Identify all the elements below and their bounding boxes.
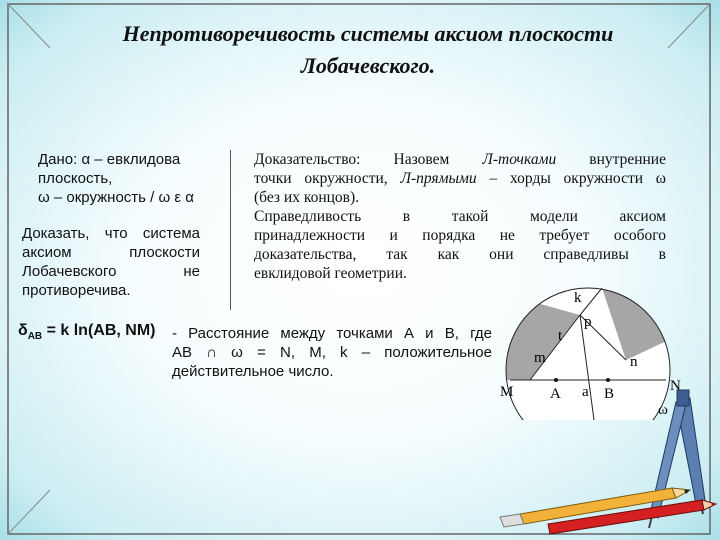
prove-line-1: Доказать, что система (22, 225, 200, 242)
point-A (554, 378, 558, 382)
distance-formula: $\delta_{AB} = k$ ln(AB, NM) (18, 322, 156, 343)
label-omega: ω (658, 402, 668, 418)
proof-line-1: Доказательство: Назовем Л-точками внутренние (254, 151, 666, 168)
given-block (38, 150, 210, 207)
label-t: t (558, 328, 563, 344)
title-line-1: Непротиворечивость системы аксиом плоскости (122, 21, 614, 46)
distance-line-3: действительное число. (172, 363, 334, 380)
prove-block (22, 224, 200, 300)
label-B: B (604, 386, 615, 402)
proof-line-6: доказательства, так как они справедливы в (254, 246, 666, 263)
label-A: A (550, 386, 561, 402)
given-line-1: Дано: α – евклидова (38, 151, 181, 168)
klein-model-figure (490, 270, 690, 420)
proof-line-2: точки окружности, Л-прямыми – хорды окружности ω (254, 170, 667, 187)
proof-line-4: Справедливость в такой модели аксиом (254, 208, 666, 225)
label-p: p (584, 314, 592, 330)
prove-line-2: аксиом плоскости (22, 244, 200, 261)
proof-block (254, 150, 666, 283)
divider-line (230, 150, 231, 310)
slide-title (88, 18, 648, 82)
distance-definition (172, 324, 492, 381)
label-n: n (630, 354, 638, 370)
label-a: a (582, 384, 589, 400)
proof-line-3: (без их концов). (254, 189, 360, 206)
given-line-3: ω – окружность / ω ε α (38, 189, 194, 206)
frame-corner-tr (668, 4, 710, 48)
distance-line-1: - Расстояние между точками А и В, где (172, 325, 492, 342)
label-M: M (500, 384, 514, 400)
title-line-2: Лобачевского. (300, 53, 436, 78)
label-N: N (670, 378, 681, 394)
label-m: m (534, 350, 546, 366)
prove-line-3: Лобачевского не (22, 263, 200, 280)
given-line-2: плоскость, (38, 170, 113, 187)
proof-line-5: принадлежности и порядка не требует особого (254, 227, 666, 244)
proof-line-7: евклидовой геометрии. (254, 265, 407, 282)
prove-line-4: противоречива. (22, 282, 131, 299)
distance-line-2: АВ ∩ ω = N, M, k – положительное (172, 344, 492, 361)
point-B (606, 378, 610, 382)
label-k: k (574, 290, 582, 306)
frame-corner-bl (8, 490, 50, 534)
frame-corner-tl (8, 4, 50, 48)
